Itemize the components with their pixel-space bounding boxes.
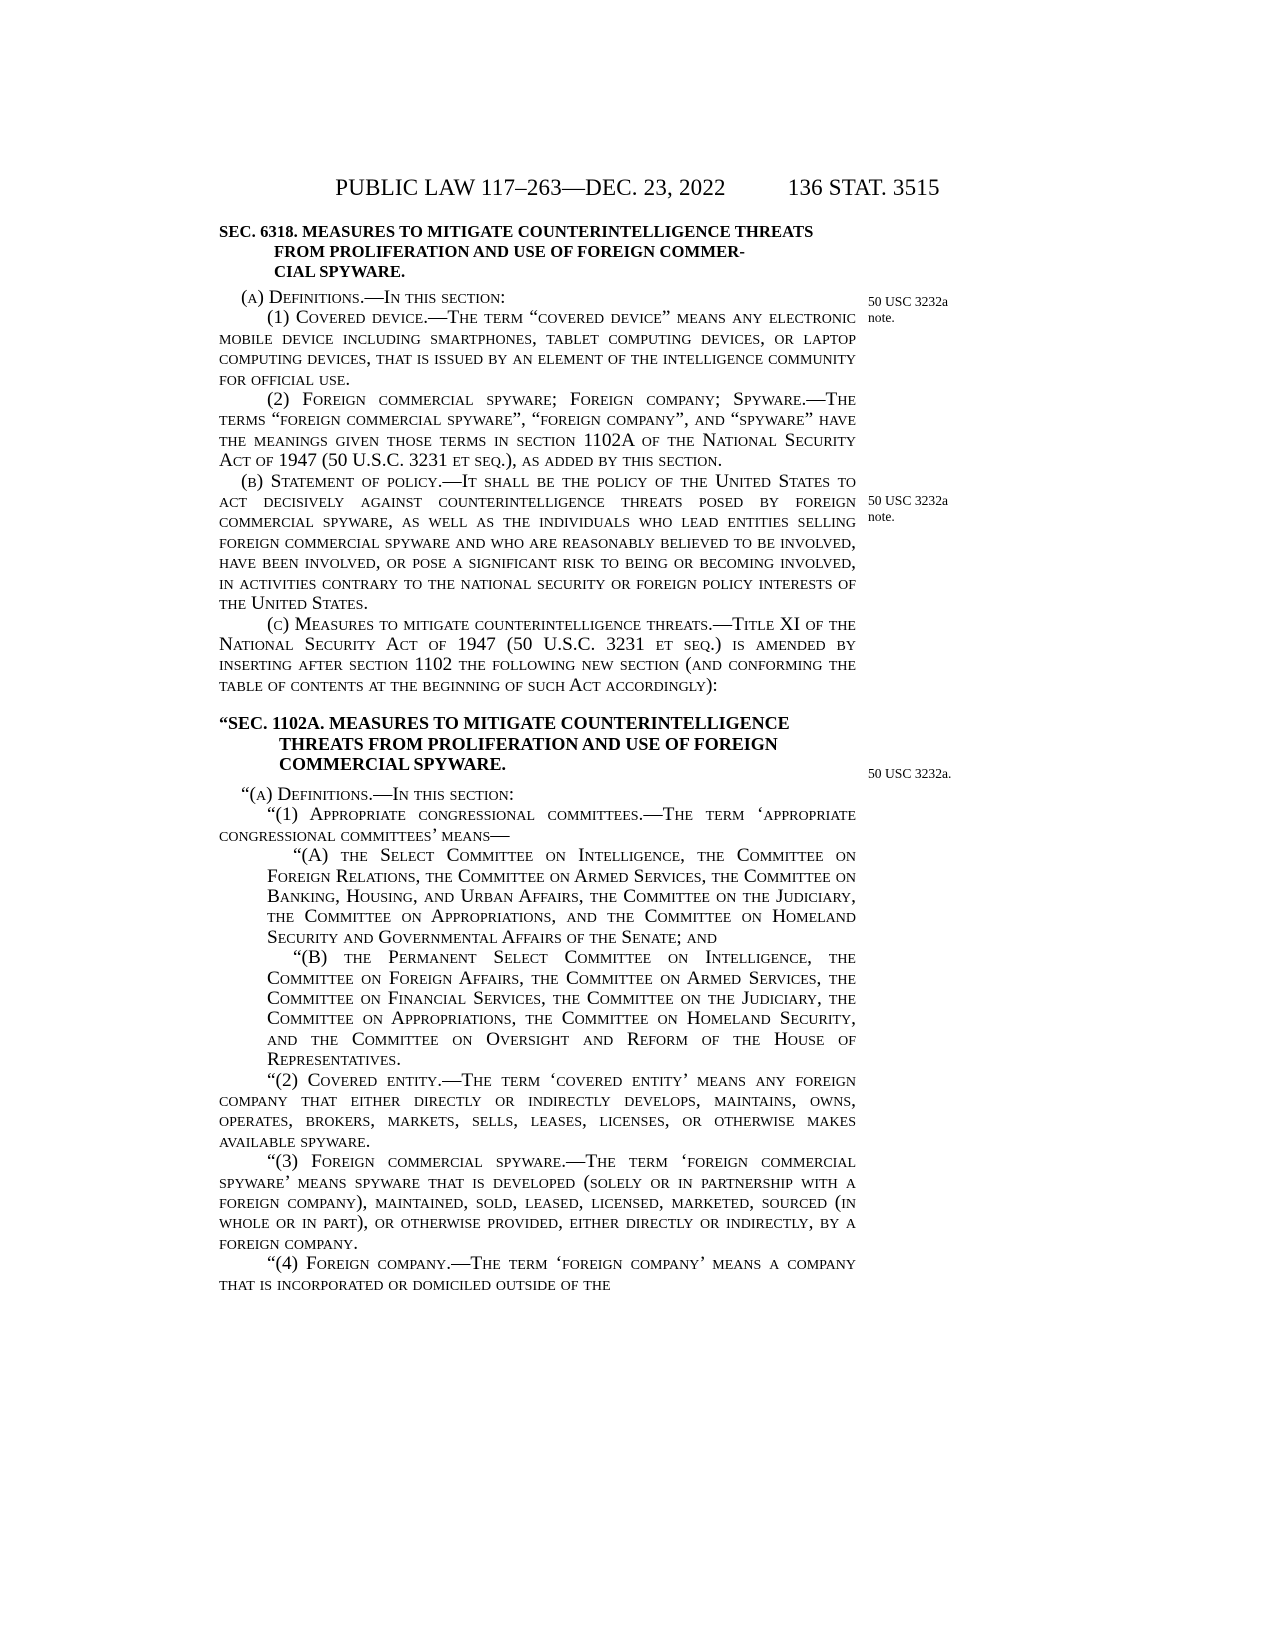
section-heading-line-1: SEC. 6318. MEASURES TO MITIGATE COUNTERINTELLIGENCE THREATS — [219, 222, 814, 241]
page-header — [0, 175, 1275, 201]
paragraph-a1-covered-device: (1) Covered device.—The term “covered device” means any electronic mobile device including smartphones, tablet computing devices, or laptop computing devices, that is issued by an element of the intelligence community for official use. — [219, 307, 856, 390]
paragraph-a2-foreign-commercial-spyware: (2) Foreign commercial spyware; Foreign company; Spyware.—The terms “foreign commercial spyware”, “foreign company”, and “spyware” have the meanings given those terms in section 1102A of the National Security Act of 1947 (50 U.S.C. 3231 et seq.), as added by this section. — [219, 389, 856, 472]
quoted-section-heading-line-1: “SEC. 1102A. MEASURES TO MITIGATE COUNTERINTELLIGENCE — [219, 713, 790, 734]
margin-note — [868, 766, 1068, 782]
quoted-section-heading — [219, 713, 856, 775]
header-law-citation: PUBLIC LAW 117–263—DEC. 23, 2022 — [335, 175, 726, 200]
quoted-section-heading-line-3: COMMERCIAL SPYWARE. — [279, 754, 507, 775]
paragraph-c-measures: (c) Measures to mitigate counterintelligence threats.—Title XI of the National Security Act of 1947 (50 U.S.C. 3231 et seq.) is amended by inserting after section 1102 the following new section (and conforming the table of contents at the beginning of such Act accordingly): — [219, 613, 856, 696]
paragraph-a-definitions: (a) Definitions.—In this section: — [241, 287, 506, 308]
quoted-paragraph-a-definitions: “(a) Definitions.—In this section: — [241, 783, 515, 805]
quoted-paragraph-a1-B: “(B) the Permanent Select Committee on Intelligence, the Committee on Foreign Affairs, the Committee on Armed Services, the Committee on Financial Services, the Committee on the Judiciary, the Committee on Appropriations, the Committee on Homeland Security, and the Committee on Oversight and Reform of the House of Representatives. — [267, 947, 856, 1071]
quoted-paragraph-a4-foreign-company: “(4) Foreign company.—The term ‘foreign company’ means a company that is incorporated or domiciled outside of the — [219, 1253, 856, 1295]
header-stat-citation: 136 STAT. 3515 — [787, 175, 940, 200]
quoted-paragraph-a2-covered-entity: “(2) Covered entity.—The term ‘covered entity’ means any foreign company that either directly or indirectly develops, maintains, owns, operates, brokers, markets, sells, leases, licenses, or otherwise makes available spyware. — [219, 1069, 856, 1152]
margin-note-citation: 50 USC 3232a — [868, 294, 949, 309]
margin-note — [868, 294, 1068, 326]
quoted-section-heading-line-2: THREATS FROM PROLIFERATION AND USE OF FOREIGN — [279, 733, 778, 754]
section-heading-line-3: CIAL SPYWARE. — [274, 262, 406, 281]
page-body — [219, 222, 856, 1295]
quoted-paragraph-a1-A: “(A) the Select Committee on Intelligence, the Committee on Foreign Relations, the Committee on Armed Services, the Committee on Banking, Housing, and Urban Affairs, the Committee on the Judiciary, the Committee on Appropriations, and the Committee on Homeland Security and Governmental Affairs of the Senate; and — [267, 845, 856, 948]
paragraph-b-statement-of-policy: (b) Statement of policy.—It shall be the policy of the United States to act decisively against counterintelligence threats posed by foreign commercial spyware, as well as the individuals who lead entities selling foreign commercial spyware and who are reasonably believed to be involved, have been involved, or pose a significant risk to being or becoming involved, in activities contrary to the national security or foreign policy interests of the United States. — [219, 470, 856, 615]
margin-note-qualifier: note. — [868, 310, 895, 325]
quoted-paragraph-a3-foreign-commercial-spyware: “(3) Foreign commercial spyware.—The term ‘foreign commercial spyware’ means spyware that is developed (solely or in partnership with a foreign company), maintained, sold, leased, licensed, marketed, sourced (in whole or in part), or otherwise provided, either directly or indirectly, by a foreign company. — [219, 1151, 856, 1254]
margin-note-qualifier: note. — [868, 509, 895, 524]
margin-note — [868, 493, 1068, 525]
margin-note-citation: 50 USC 3232a. — [868, 766, 952, 781]
quoted-paragraph-a1-committees: “(1) Appropriate congressional committees.—The term ‘appropriate congressional committees’ means— — [219, 804, 856, 846]
section-heading — [219, 222, 856, 282]
margin-note-citation: 50 USC 3232a — [868, 493, 949, 508]
section-heading-line-2: FROM PROLIFERATION AND USE OF FOREIGN COMMER- — [274, 242, 745, 261]
